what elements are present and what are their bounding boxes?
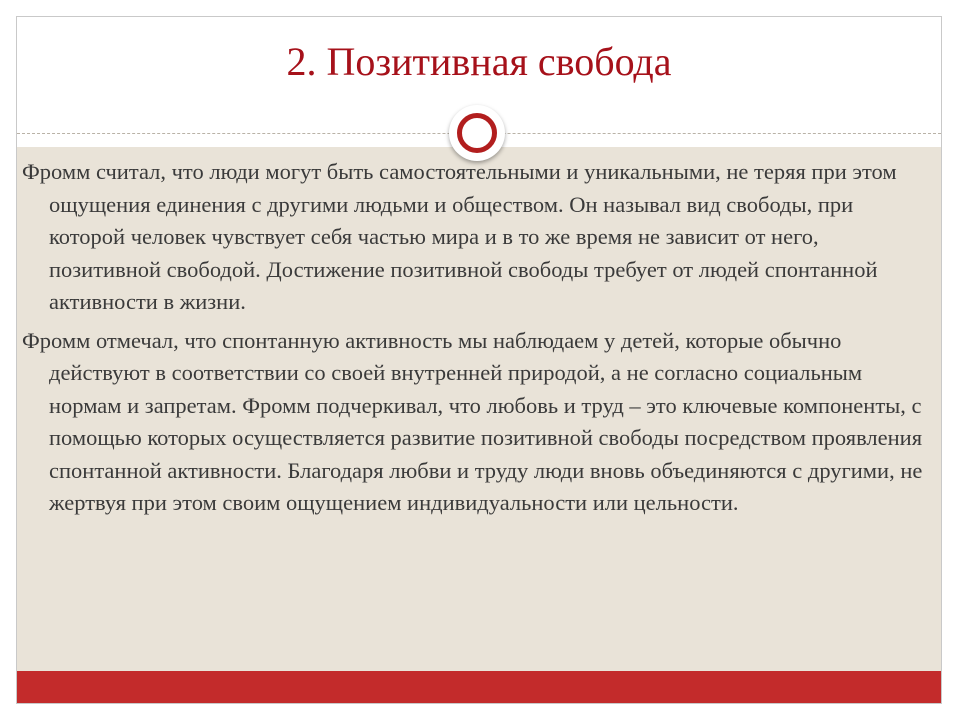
ring-inner xyxy=(457,113,497,153)
paragraph-1: Фромм считал, что люди могут быть самостоятельными и уникальными, не теряя при этом ощущения единения с другими людьми и обществом. Он называл вид свободы, при которой человек чувствует себя частью мира и в то же время не зависит от него, позитивной свободой. Достижение позитивной свободы требует от людей спонтанной активности в жизни. xyxy=(22,159,897,314)
slide-content xyxy=(22,156,932,526)
slide-title: 2. Позитивная свобода xyxy=(286,39,672,84)
bottom-bar xyxy=(17,671,941,703)
ring-icon xyxy=(449,105,505,161)
paragraph-2: Фромм отмечал, что спонтанную активность мы наблюдаем у детей, которые обычно действуют в соответствии со своей внутренней природой, а не согласно социальным нормам и запретам. Фромм подчеркивал, что любовь и труд – это ключевые компоненты, с помощью которых осуществляется развитие позитивной свободы посредством проявления спонтанной активности. Благодаря любви и труду люди вновь объединяются с другими, не жертвуя при этом своим ощущением индивидуальности или цельности. xyxy=(22,327,923,515)
